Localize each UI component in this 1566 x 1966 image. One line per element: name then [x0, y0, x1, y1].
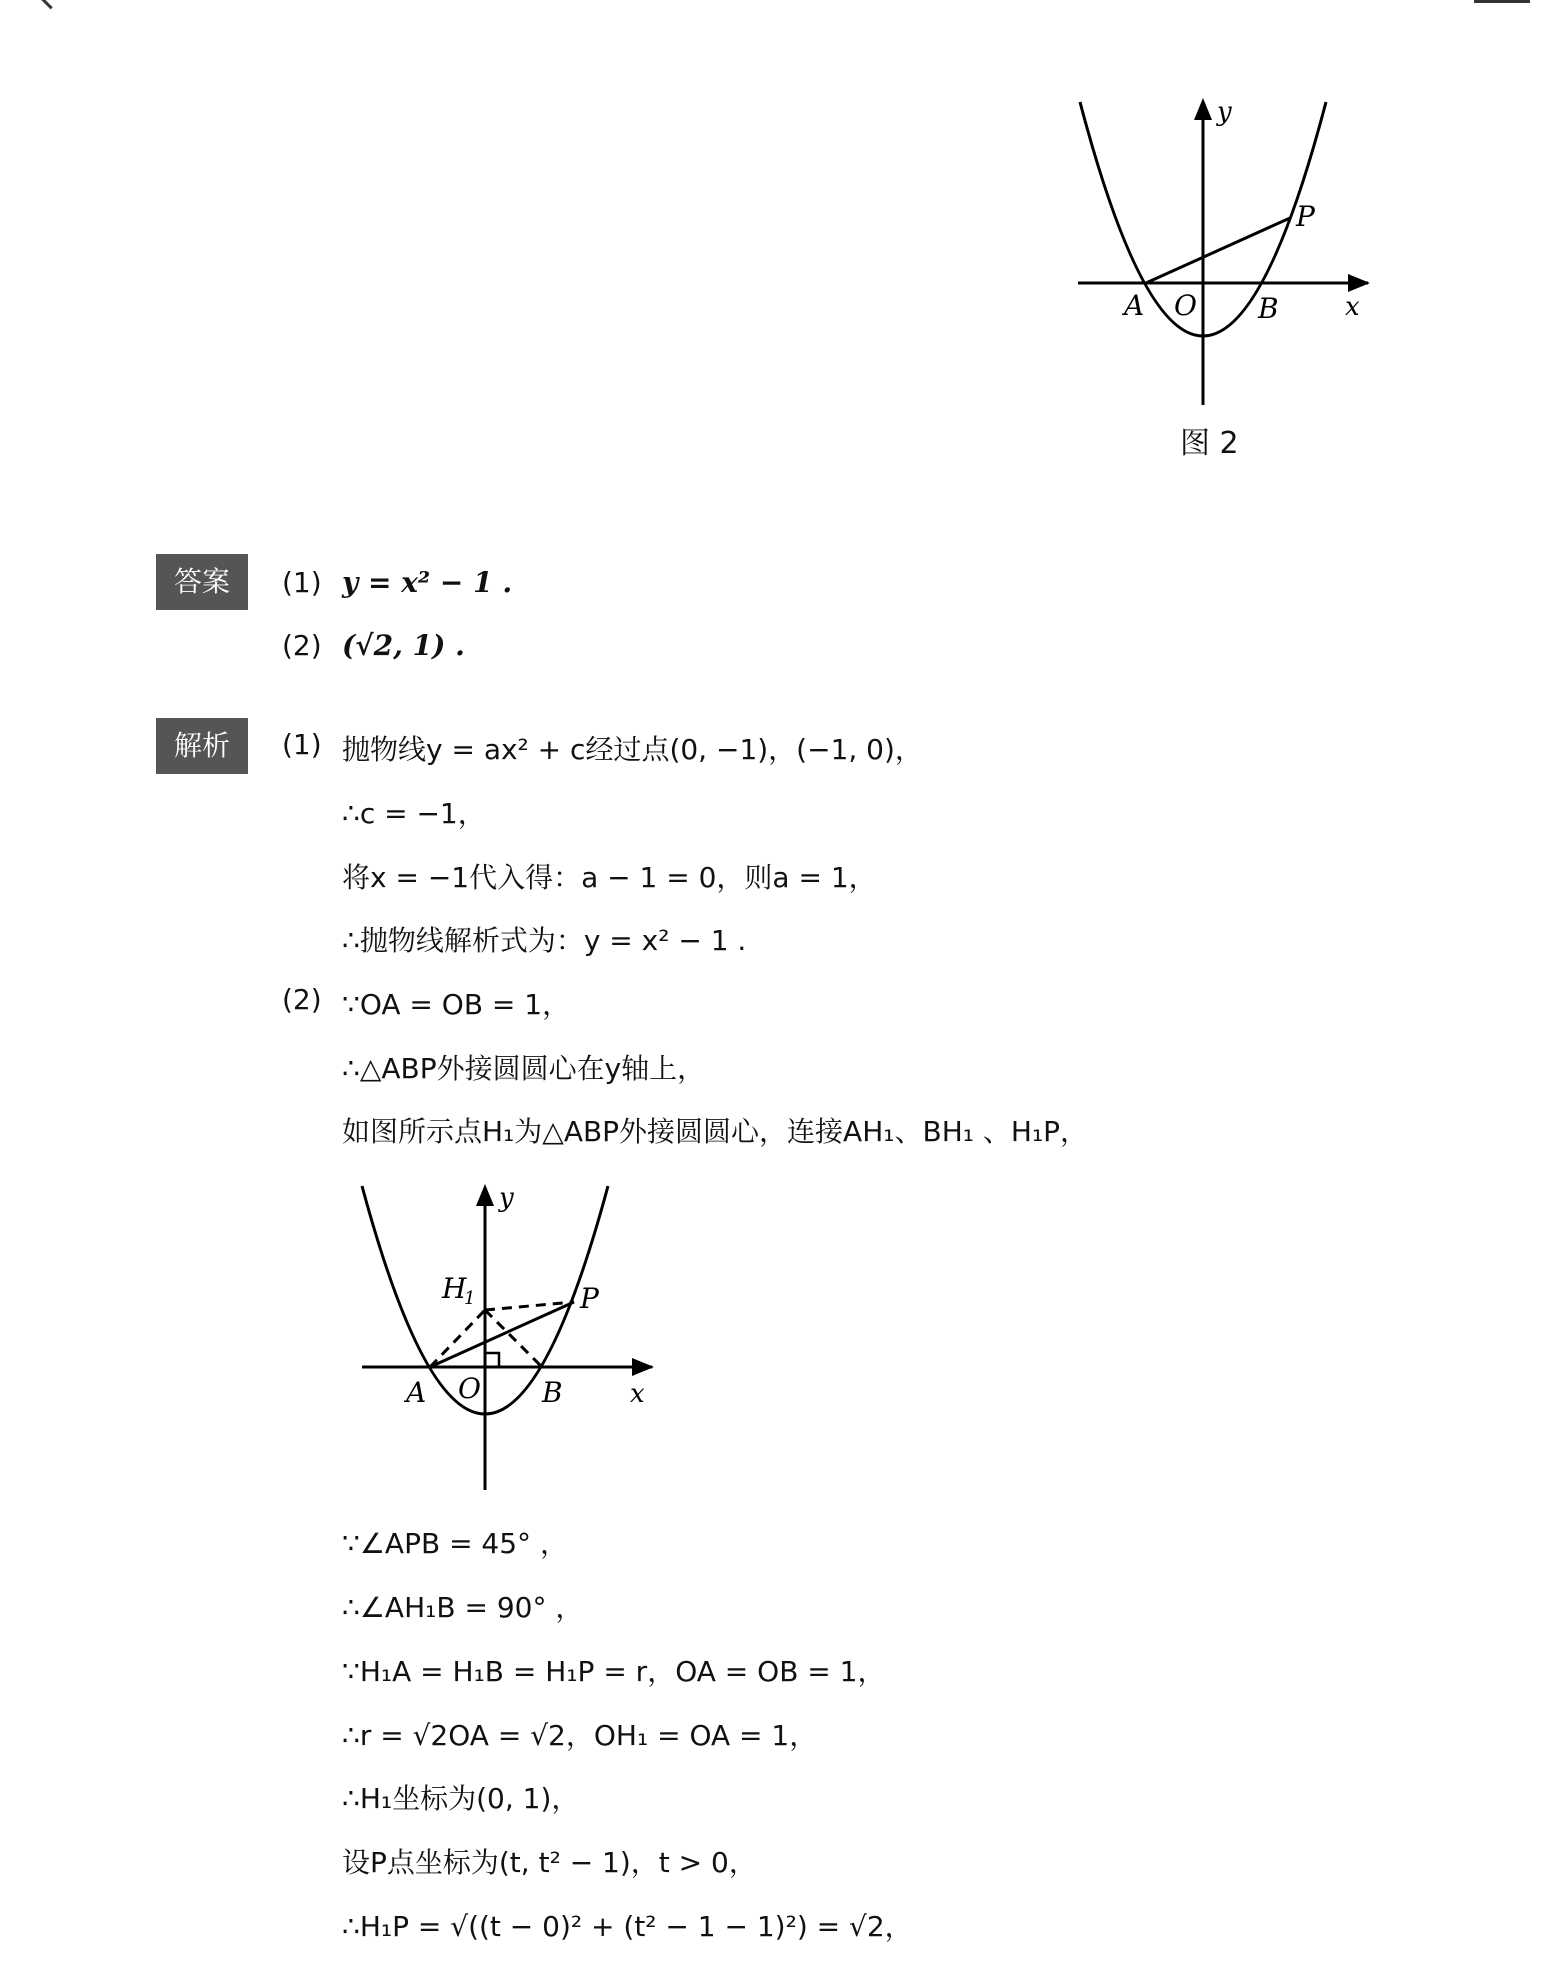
analysis-part2-line-5: ∴∠AH₁B = 90° ， — [342, 1591, 584, 1624]
fig3-point-label-O: O — [458, 1372, 481, 1405]
answer-item-1-text: y = x² − 1 . — [342, 566, 513, 599]
analysis-part2-line-4: ∵∠APB = 45° ， — [342, 1527, 568, 1560]
fig3-point-label-B: B — [542, 1376, 563, 1409]
fig3-point-label-H1-subscript: 1 — [464, 1288, 476, 1309]
point-label-A: A — [1124, 289, 1145, 322]
fig3-point-label-A: A — [406, 1376, 427, 1409]
fig3-point-label-H1: H — [442, 1272, 467, 1305]
fig3-point-label-P: P — [580, 1282, 599, 1315]
analysis-part2-line-1: ∵OA = OB = 1， — [342, 988, 571, 1021]
analysis-part2-line-9: 设P点坐标为(t, t² − 1)，t > 0， — [342, 1846, 757, 1879]
analysis-part2-line-10: ∴H₁P = √((t − 0)² + (t² − 1 − 1)²) = √2， — [342, 1910, 913, 1943]
answer-item-2-text: (√2, 1) . — [342, 629, 465, 662]
figure-2-caption: 图 2 — [1180, 426, 1239, 461]
fig3-axis-label-y: y — [499, 1183, 514, 1213]
fig3-axis-label-x: x — [630, 1379, 645, 1409]
point-label-P: P — [1296, 200, 1315, 233]
analysis-part1-line-1: 抛物线y = ax² + c经过点(0, −1)，(−1, 0)， — [342, 733, 923, 766]
analysis-part1-line-3: 将x = −1代入得：a − 1 = 0，则a = 1， — [342, 861, 877, 894]
analysis-part2-line-6: ∵H₁A = H₁B = H₁P = r，OA = OB = 1， — [342, 1655, 886, 1688]
analysis-badge: 解析 — [156, 718, 248, 774]
answer-item-2-num: (2) — [282, 629, 322, 662]
analysis-part2-line-3: 如图所示点H₁为△ABP外接圆圆心，连接AH₁、BH₁ 、H₁P， — [342, 1115, 1089, 1148]
analysis-part1-line-2: ∴c = −1， — [342, 797, 486, 830]
point-label-B: B — [1258, 292, 1279, 325]
analysis-part2-num: (2) — [282, 983, 322, 1016]
answer-item-1-num: (1) — [282, 566, 322, 599]
corner-rule — [1474, 0, 1530, 3]
corner-mark — [39, 0, 59, 9]
axis-label-x: x — [1345, 292, 1360, 322]
axis-label-y: y — [1217, 97, 1232, 127]
answer-badge: 答案 — [156, 554, 248, 610]
analysis-part2-line-8: ∴H₁坐标为(0, 1)， — [342, 1782, 580, 1815]
analysis-part1-line-4: ∴抛物线解析式为：y = x² − 1 . — [342, 924, 747, 957]
analysis-part1-num: (1) — [282, 728, 322, 761]
figure-circumcenter-graph — [352, 1176, 672, 1506]
analysis-part2-line-7: ∴r = √2OA = √2，OH₁ = OA = 1， — [342, 1719, 818, 1752]
figure-2-graph — [1070, 90, 1390, 470]
analysis-part2-line-2: ∴△ABP外接圆圆心在y轴上， — [342, 1052, 706, 1085]
point-label-O: O — [1174, 289, 1197, 322]
